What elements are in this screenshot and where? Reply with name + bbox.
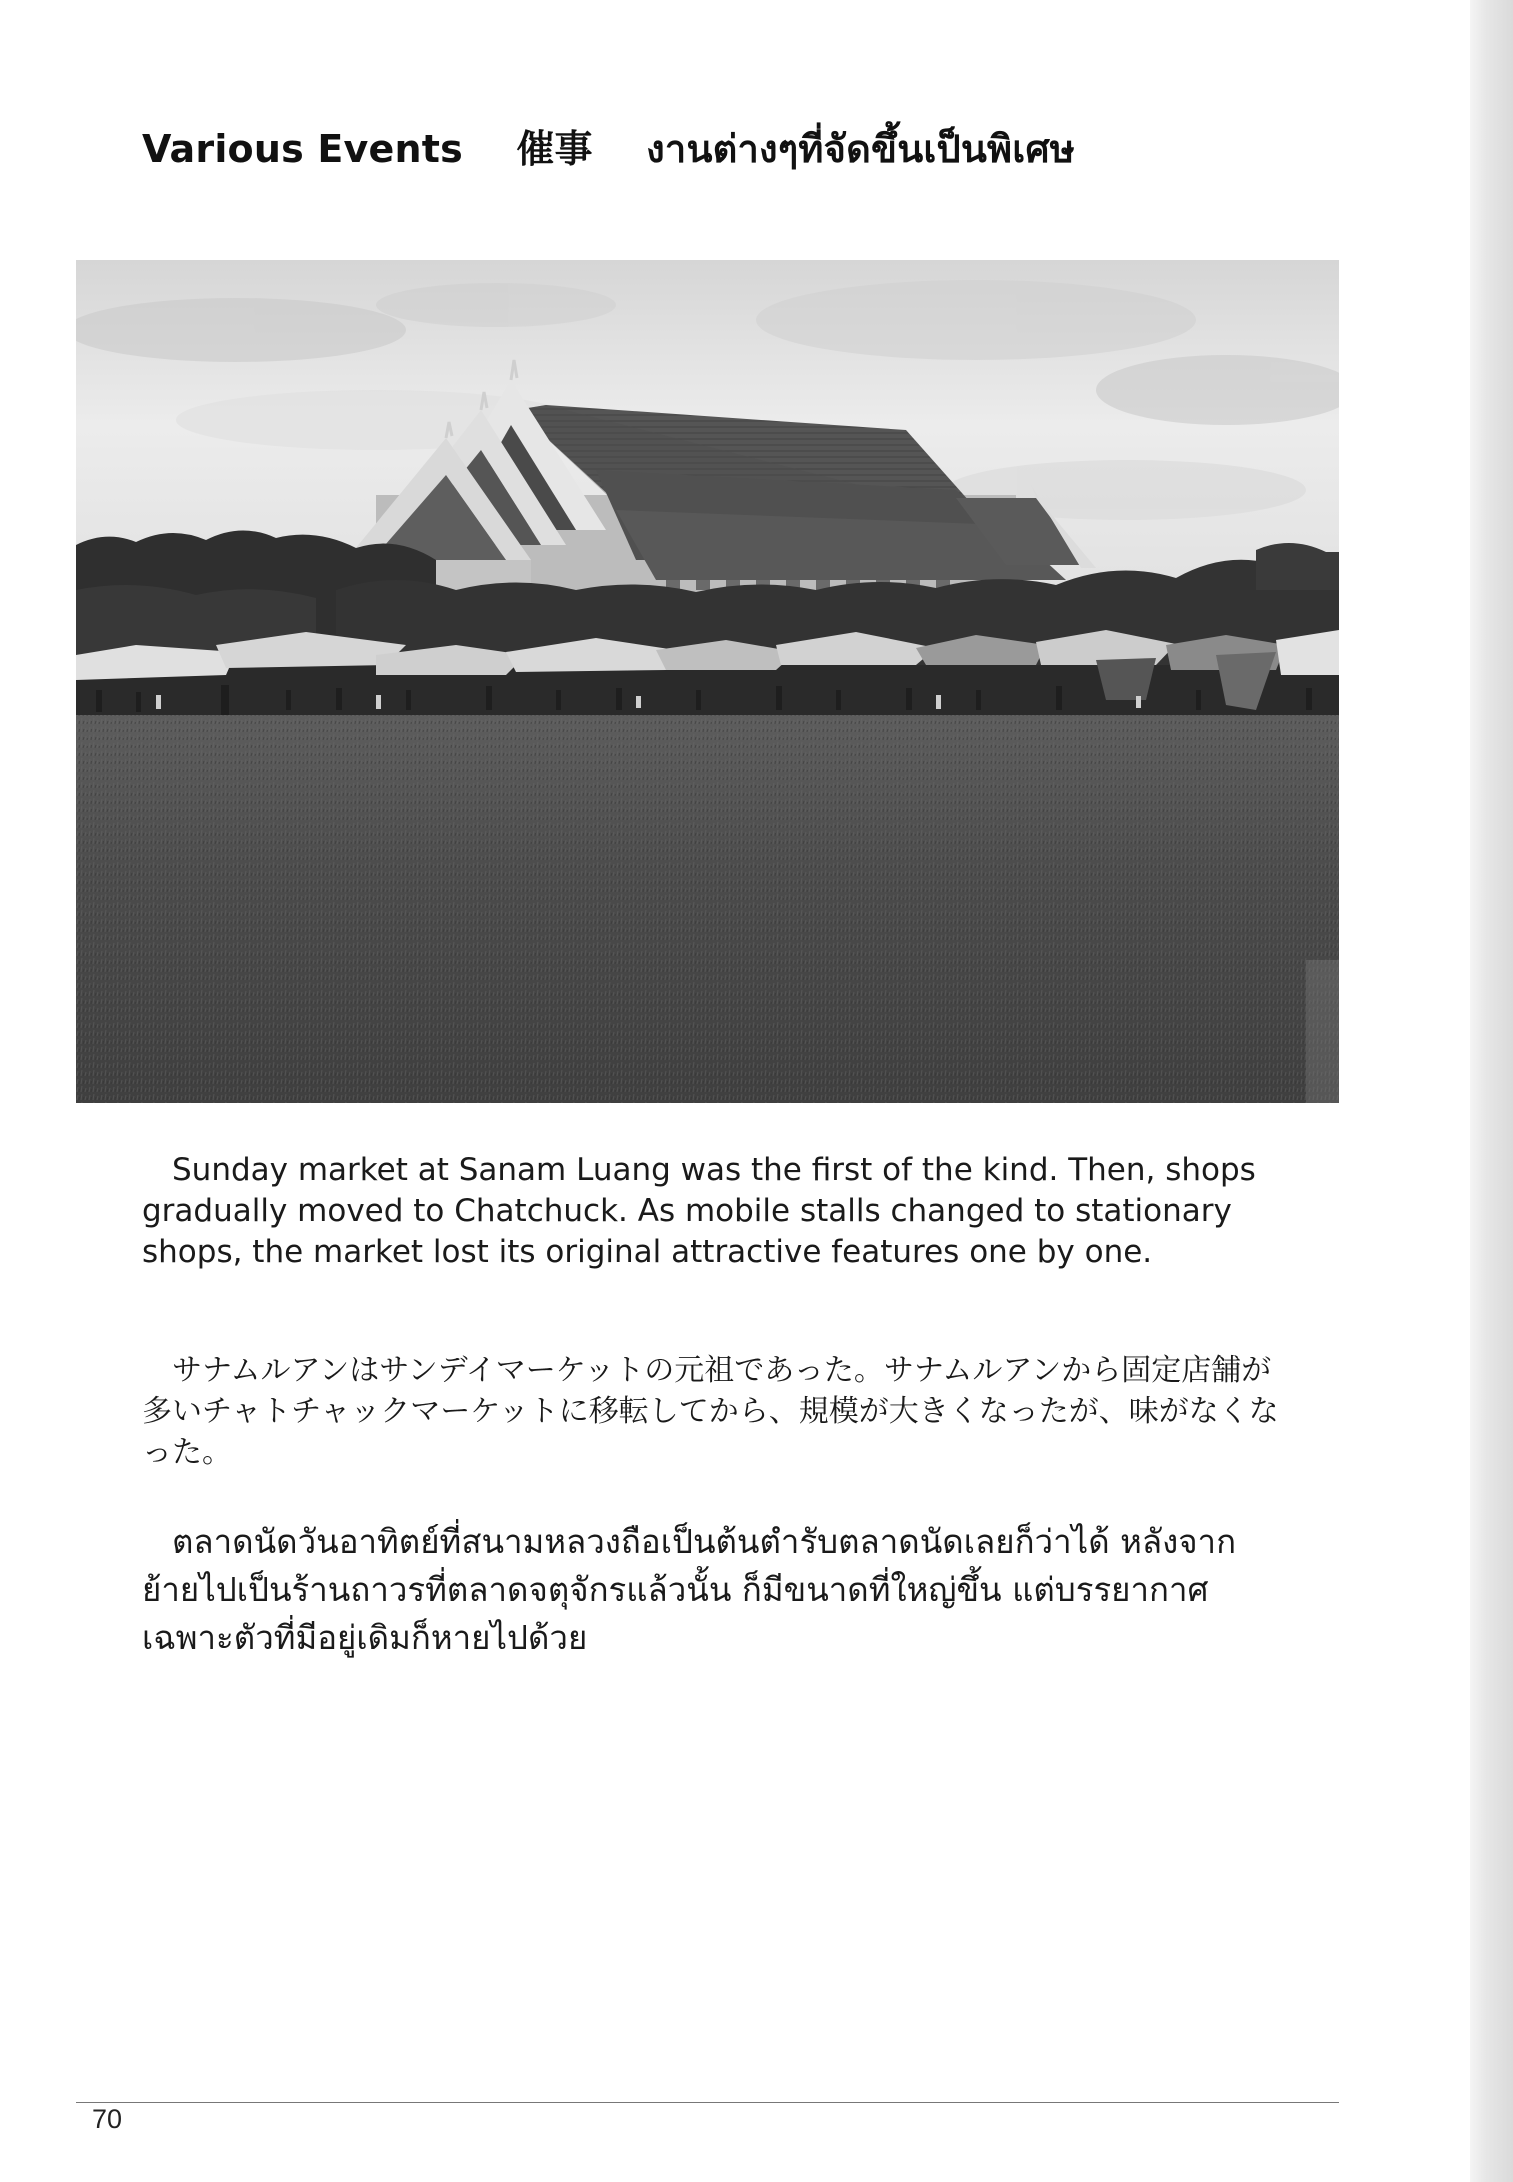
market-photo (76, 260, 1339, 1103)
paragraph-japanese: サナムルアンはサンデイマーケットの元祖であった。サナムルアンから固定店舗が多いチャトチャックマーケットに移転してから、規模が大きくなったが、味がなくなった。 (142, 1353, 1279, 1470)
page-title (142, 118, 1075, 179)
page-edge-shadow (1470, 0, 1513, 2182)
title-thai: งานต่างๆที่จัดขึ้นเป็นพิเศษ (646, 127, 1076, 171)
title-english: Various Events (142, 127, 463, 171)
footer-rule (76, 2102, 1339, 2103)
paragraph-english: Sunday market at Sanam Luang was the first of the kind. Then, shops gradually moved to Chatchuck. As mobile stalls changed to stationary shops, the market lost its original attractive features one by one. (142, 1152, 1256, 1270)
market-stalls (76, 630, 1339, 720)
page-number: 70 (92, 2104, 123, 2134)
paragraph-thai: ตลาดนัดวันอาทิตย์ที่สนามหลวงถือเป็นต้นตำรับตลาดนัดเลยก็ว่าได้ หลังจากย้ายไปเป็นร้านถาวรที่ตลาดจตุจักรแล้วนั้น ก็มีขนาดที่ใหญ่ขึ้น แต่บรรยากาศเฉพาะตัวที่มีอยู่เดิมก็หายไปด้วย (142, 1522, 1237, 1657)
title-japanese: 催事 (516, 127, 593, 171)
